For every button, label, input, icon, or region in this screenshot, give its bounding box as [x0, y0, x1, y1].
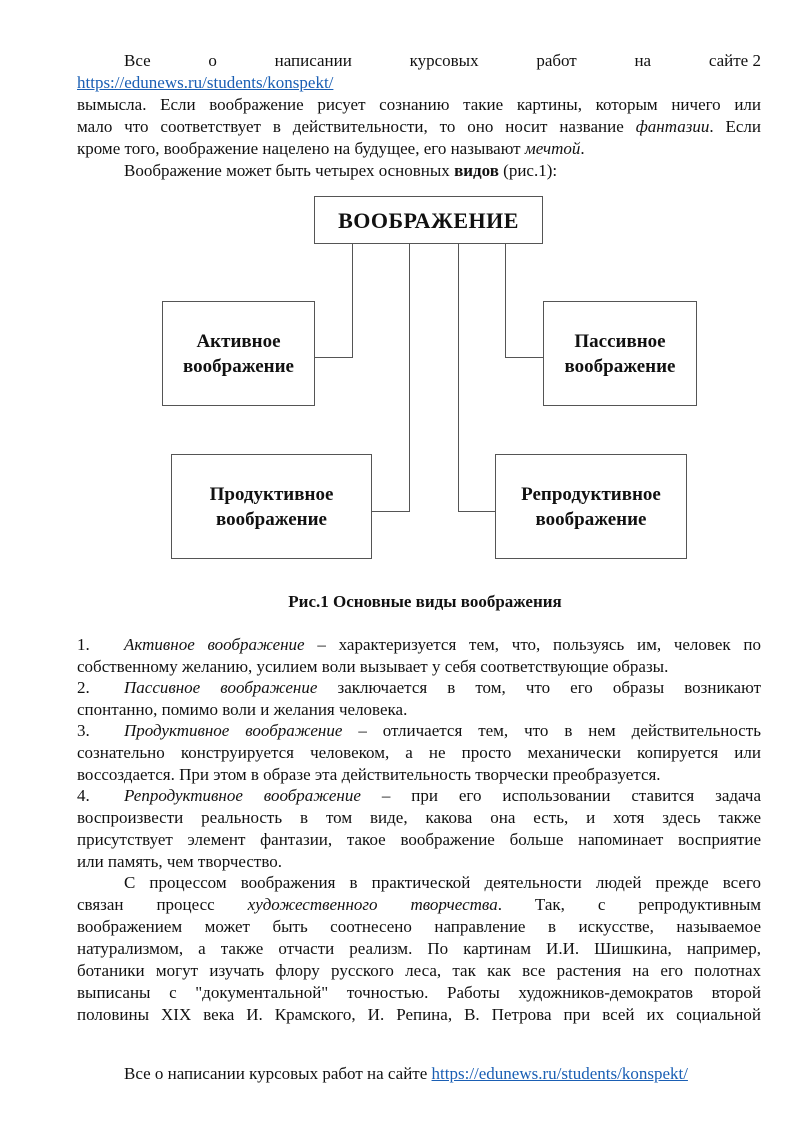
text-run: мало что соответствует в действительности, то оно носит название: [77, 117, 636, 136]
connector-active: [315, 357, 353, 358]
paragraph-line: ботаники могут изучать флору русского леса, так как все растения на его полотнах: [77, 961, 761, 980]
text-run: Воображение может быть четырех основных: [124, 161, 455, 180]
list-item-line: сознательно конструируется человеком, а не просто механически копируется или: [77, 743, 761, 762]
paragraph-line: натурализмом, а также отчасти реализм. По картинам И.И. Шишкина, например,: [77, 939, 761, 958]
list-item-line: [124, 634, 761, 655]
header-word: сайте 2: [708, 51, 761, 70]
text-run: (рис.1):: [498, 161, 558, 180]
list-item-line: [124, 720, 761, 741]
list-item-line: спонтанно, помимо воли и желания человека.: [77, 700, 408, 719]
list-number: 4.: [77, 786, 90, 805]
intro-line: [77, 138, 761, 159]
connector-productive: [409, 244, 410, 512]
page-footer: [124, 1063, 688, 1084]
text-run: . Если: [709, 117, 762, 136]
text-run: связан процесс: [77, 895, 248, 914]
diagram-node-active: [162, 301, 315, 406]
page-header: [124, 50, 761, 71]
node-label: воображение: [535, 508, 647, 530]
diagram-node-passive: [543, 301, 697, 406]
list-item-line: или память, чем творчество.: [77, 852, 283, 871]
diagram-node-productive: [171, 454, 372, 559]
text-run: фантазии: [635, 117, 710, 136]
list-number: 3.: [77, 721, 90, 740]
diagram-root-node: ВООБРАЖЕНИЕ: [314, 196, 543, 244]
text-run: видов: [454, 161, 499, 180]
paragraph-line: половины XIX века И. Крамского, И. Репина, В. Петрова при всей их социальной: [77, 1005, 761, 1024]
paragraph-line: С процессом воображения в практической деятельности людей прежде всего: [124, 873, 761, 892]
text-run: .: [580, 139, 585, 158]
node-label: воображение: [216, 508, 327, 530]
list-number: 2.: [77, 678, 90, 697]
text-run: – при его использовании ставится задача: [360, 786, 761, 805]
connector-reproductive: [458, 511, 496, 512]
footer-link[interactable]: https://edunews.ru/students/konspekt/: [431, 1064, 688, 1083]
header-word: на: [634, 51, 652, 70]
list-item-line: [124, 785, 761, 806]
connector-passive: [505, 357, 544, 358]
node-label: Репродуктивное: [521, 483, 661, 505]
node-label: воображение: [564, 355, 676, 377]
header-word: работ: [536, 51, 577, 70]
list-item-line: [124, 677, 761, 698]
intro-line: [77, 116, 761, 137]
header-word: Все: [124, 51, 151, 70]
text-run: художественного творчества: [247, 895, 498, 914]
node-label: Активное: [196, 330, 281, 352]
page-number-inline: 2: [752, 51, 761, 70]
node-label: Продуктивное: [209, 483, 334, 505]
paragraph-line: выписаны с "документальной" точностью. Работы художников-демократов второй: [77, 983, 761, 1002]
header-word: о: [208, 51, 217, 70]
list-item-line: присутствует элемент фантазии, такое воображение больше напоминает восприятие: [77, 830, 761, 849]
text-run: мечтой: [524, 139, 581, 158]
text-run: – характеризуется тем, что, пользуясь им, человек по: [304, 635, 761, 654]
intro-line: вымысла. Если воображение рисует сознанию такие картины, которым ничего или: [77, 95, 761, 114]
figure-caption: Рис.1 Основные виды воображения: [288, 592, 562, 611]
header-link[interactable]: https://edunews.ru/students/konspekt/: [77, 73, 334, 92]
list-term: Пассивное воображение: [124, 678, 318, 697]
list-number: 1.: [77, 635, 90, 654]
text-run: заключается в том, что его образы возникают: [317, 678, 761, 697]
connector-passive: [505, 244, 506, 358]
list-item-line: воссоздается. При этом в образе эта действительность творчески преобразуется.: [77, 765, 661, 784]
list-term: Продуктивное воображение: [124, 721, 343, 740]
header-word: курсовых: [409, 51, 479, 70]
intro-line: [124, 160, 761, 181]
list-item-line: воспроизвести реальность в том виде, какова она есть, и хотя здесь также: [77, 808, 761, 827]
paragraph-line: [77, 894, 761, 915]
footer-text: Все о написании курсовых работ на сайте: [124, 1064, 432, 1083]
list-term: Активное воображение: [124, 635, 305, 654]
paragraph-line: воображением может быть соотнесено направление в искусстве, называемое: [77, 917, 761, 936]
header-word: написании: [274, 51, 352, 70]
text-run: . Так, с репродуктивным: [497, 895, 761, 914]
connector-productive: [372, 511, 410, 512]
node-label: воображение: [183, 355, 294, 377]
text-run: – отличается тем, что в нем действительность: [342, 721, 761, 740]
text-run: кроме того, воображение нацелено на будущее, его называют: [77, 139, 525, 158]
node-label: Пассивное: [574, 330, 666, 352]
connector-active: [352, 244, 353, 358]
diagram-node-reproductive: [495, 454, 687, 559]
connector-reproductive: [458, 244, 459, 512]
list-term: Репродуктивное воображение: [124, 786, 361, 805]
list-item-line: собственному желанию, усилием воли вызывает у себя соответствующие образы.: [77, 657, 669, 676]
